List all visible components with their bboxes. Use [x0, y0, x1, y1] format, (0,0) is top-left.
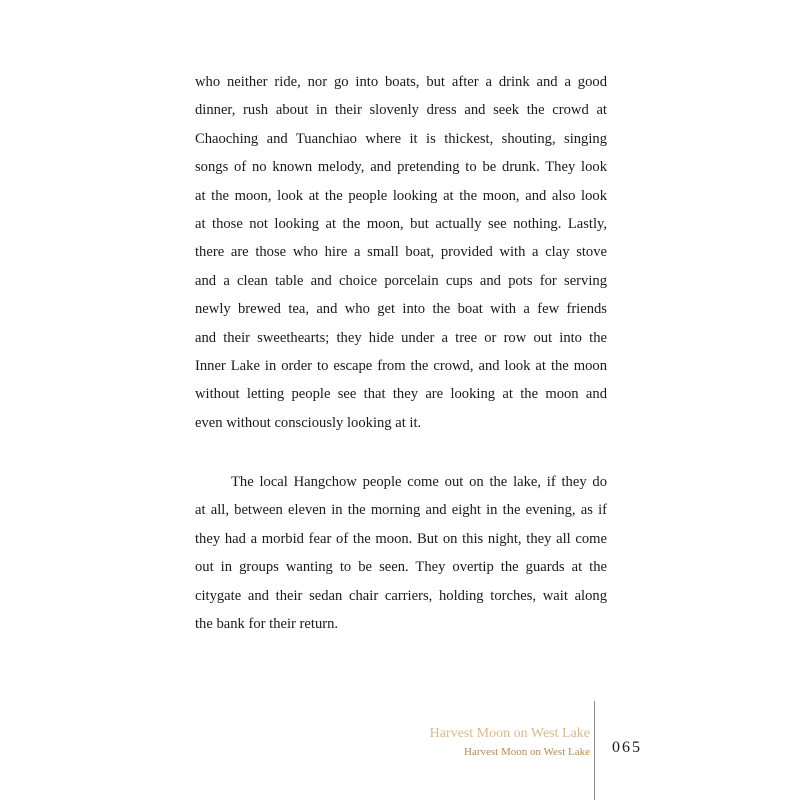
- paragraph-line: citygate and their sedan chair carriers, holding torches, wait along: [195, 587, 607, 604]
- paragraph-line: Inner Lake in order to escape from the crowd, and look at the moon: [195, 357, 607, 374]
- footer-divider: [594, 701, 595, 800]
- paragraph-line: The local Hangchow people come out on the lake, if they do: [231, 474, 607, 490]
- paragraph-line: there are those who hire a small boat, provided with a clay stove: [195, 244, 607, 261]
- paragraph-line: without letting people see that they are looking at the moon and: [195, 386, 607, 403]
- paragraph-line: the bank for their return.: [195, 615, 339, 632]
- page-number: 065: [612, 739, 642, 756]
- paragraph-line: out in groups wanting to be seen. They overtip the guards at the: [195, 559, 607, 576]
- running-footer: [430, 724, 590, 760]
- paragraph-line: who neither ride, nor go into boats, but after a drink and a good: [195, 74, 607, 90]
- paragraph-line: Chaoching and Tuanchiao where it is thickest, shouting, singing: [195, 130, 607, 147]
- paragraph-line: at all, between eleven in the morning and eight in the evening, as if: [195, 502, 607, 519]
- paragraph-line: at those not looking at the moon, but actually see nothing. Lastly,: [195, 215, 607, 232]
- paragraph-line: they had a morbid fear of the moon. But on this night, they all come: [195, 530, 607, 547]
- paragraph-line: even without consciously looking at it.: [195, 414, 422, 431]
- paragraph-line: dinner, rush about in their slovenly dress and seek the crowd at: [195, 102, 607, 119]
- footer-title: Harvest Moon on West Lake: [429, 726, 590, 741]
- paragraph-line: songs of no known melody, and pretending to be drunk. They look: [195, 159, 607, 176]
- paragraph-line: at the moon, look at the people looking at the moon, and also look: [195, 187, 607, 204]
- paragraph-line: newly brewed tea, and who get into the boat with a few friends: [195, 301, 607, 318]
- paragraph-line: and a clean table and choice porcelain cups and pots for serving: [195, 272, 607, 289]
- paragraph-line: and their sweethearts; they hide under a tree or row out into the: [195, 329, 607, 346]
- footer-subtitle: Harvest Moon on West Lake: [464, 746, 590, 758]
- paragraph-1: [195, 68, 607, 437]
- paragraph-2: [195, 468, 607, 638]
